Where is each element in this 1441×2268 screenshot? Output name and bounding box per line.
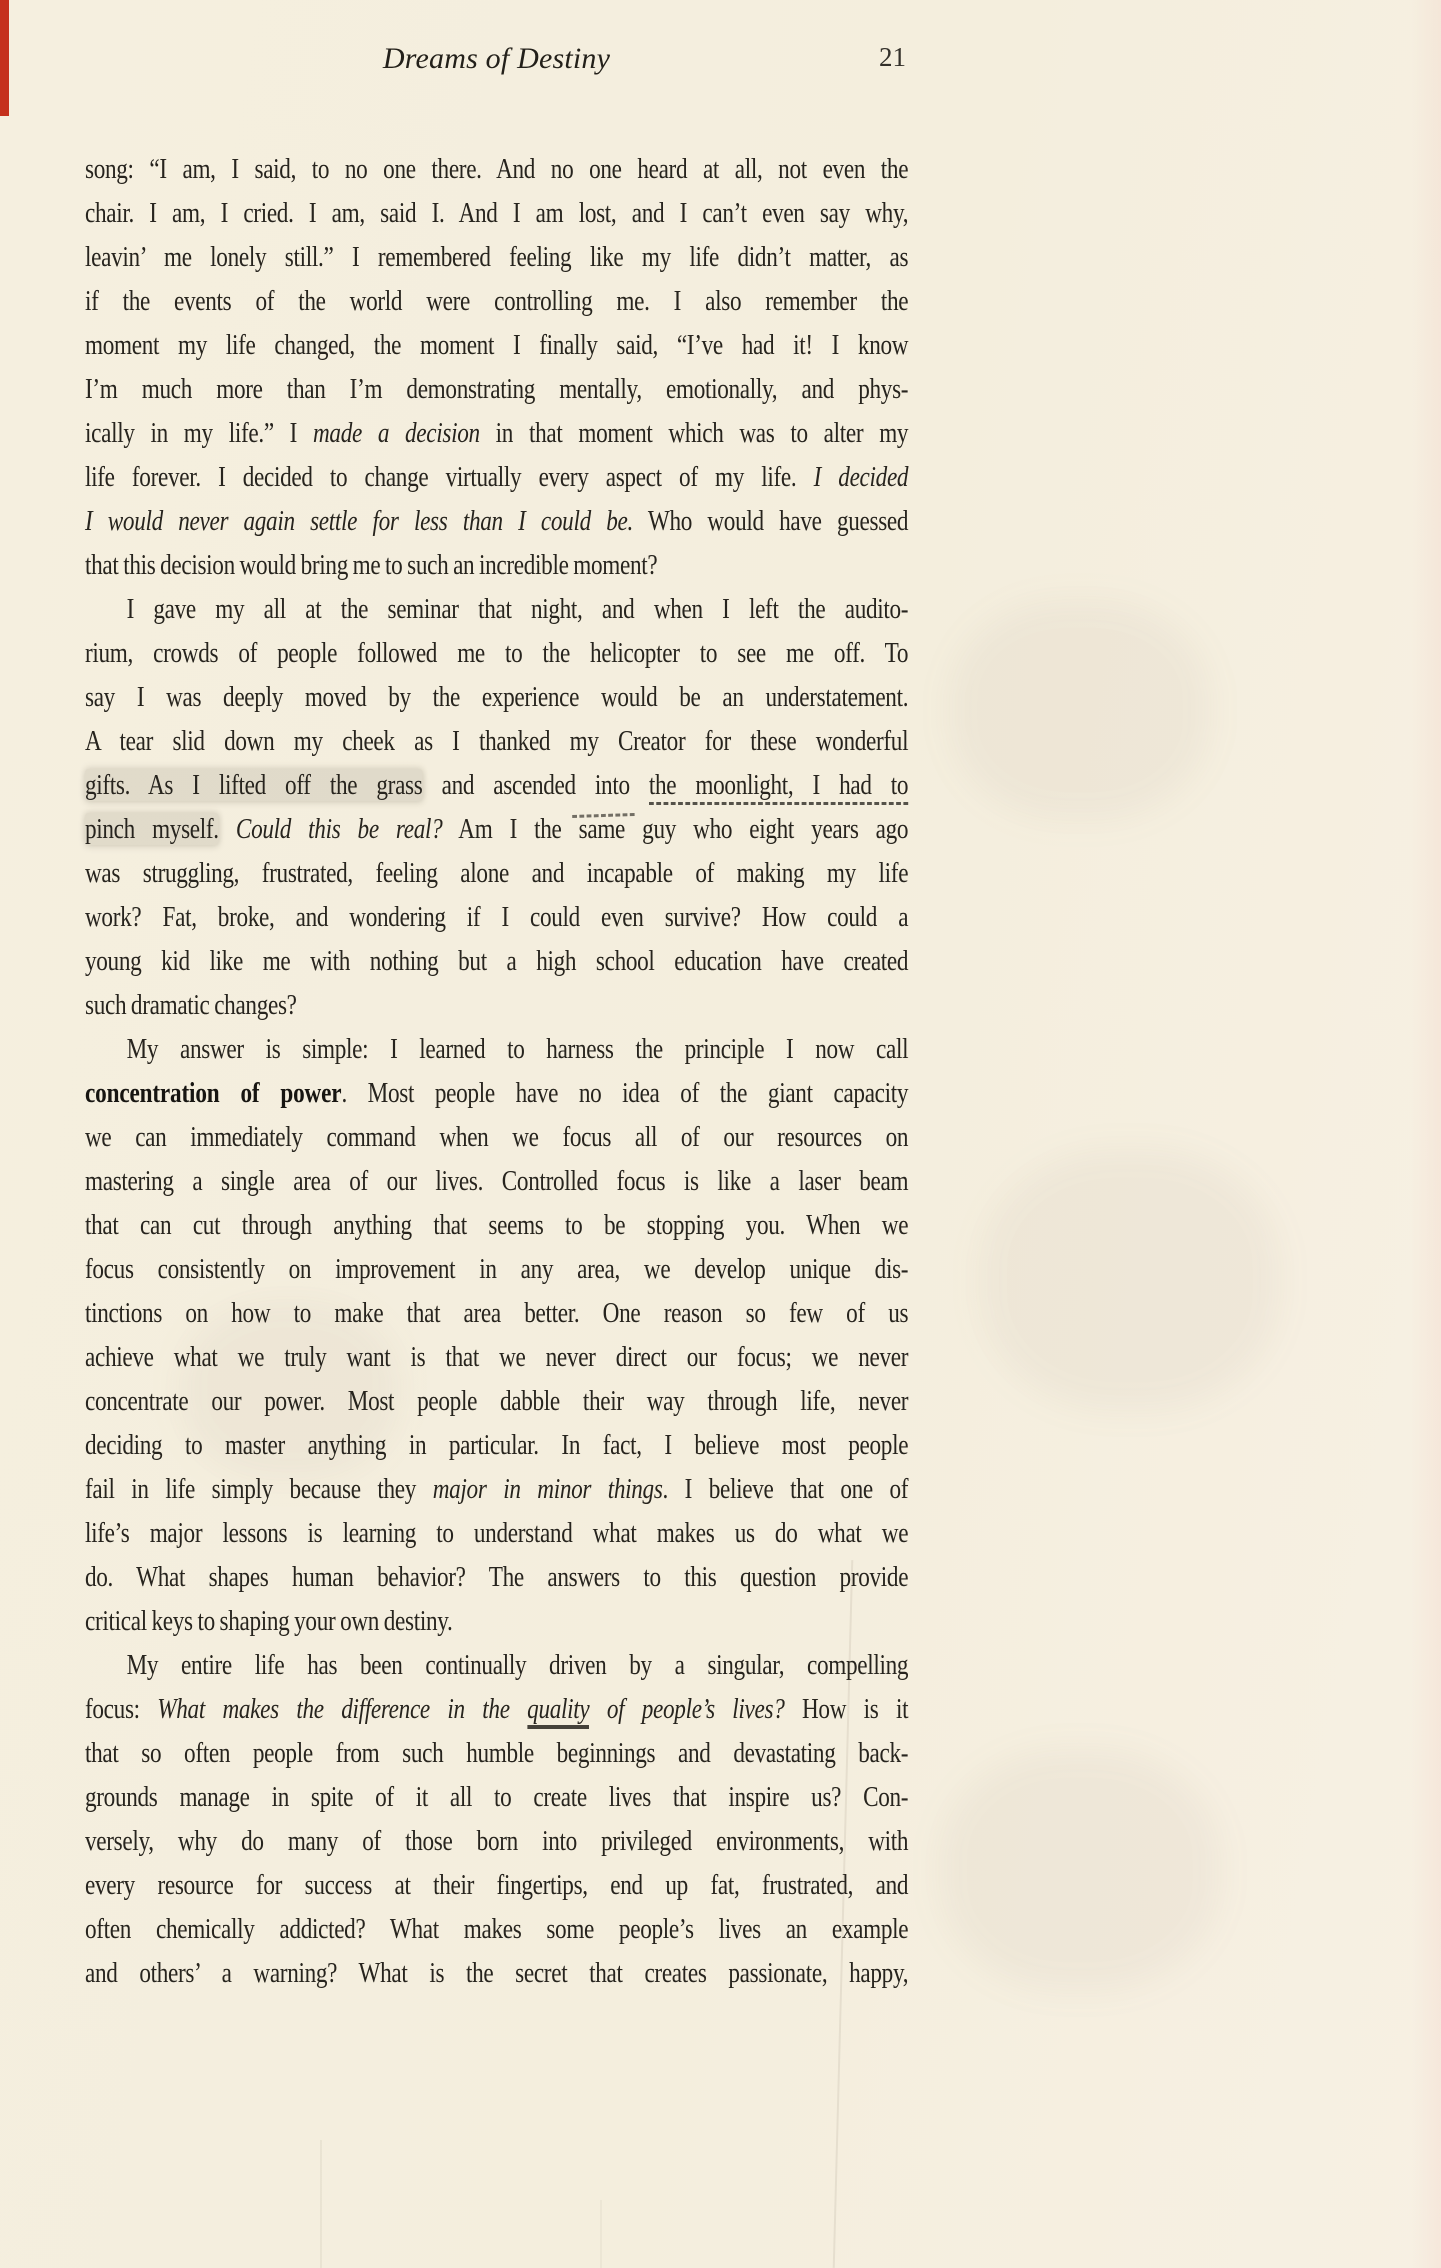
text-line bbox=[85, 1335, 908, 1379]
text-line bbox=[85, 1071, 908, 1115]
bleedthrough-blob bbox=[980, 1150, 1280, 1410]
text-line bbox=[85, 411, 908, 455]
text-segment: focus: bbox=[85, 1693, 158, 1725]
text-segment: major in minor things bbox=[432, 1473, 663, 1505]
text-line bbox=[85, 1511, 908, 1555]
text-line bbox=[85, 1379, 908, 1423]
text-segment: achieve what we truly want is that we never direct our focus; we never bbox=[85, 1341, 909, 1373]
text-segment: often chemically addicted? What makes some people’s lives an example bbox=[85, 1913, 909, 1945]
text-line bbox=[85, 939, 908, 983]
text-line bbox=[85, 675, 908, 719]
text-line bbox=[85, 1467, 908, 1511]
text-segment: pinch myself. bbox=[85, 813, 219, 845]
text-segment: A tear slid down my cheek as I thanked my Creator for these wonderful bbox=[85, 725, 909, 757]
text-segment: chair. I am, I cried. I am, said I. And I am lost, and I can’t even say why, bbox=[85, 197, 909, 229]
text-segment: . Most people have no idea of the giant capacity bbox=[341, 1077, 909, 1109]
running-head-title: Dreams of Destiny bbox=[382, 42, 611, 75]
text-segment: do. What shapes human behavior? The answers to this question provide bbox=[85, 1561, 909, 1593]
text-segment: young kid like me with nothing but a high school education have created bbox=[85, 945, 909, 977]
text-line bbox=[85, 1159, 908, 1203]
text-segment: leavin’ me lonely still.” I remembered feeling like my life didn’t matter, as bbox=[85, 241, 909, 273]
page-crease bbox=[600, 2200, 602, 2268]
text-segment: My answer is simple: I learned to harness the principle I now call bbox=[126, 1033, 909, 1065]
text-line bbox=[85, 235, 908, 279]
text-segment: versely, why do many of those born into privileged environments, with bbox=[85, 1825, 909, 1857]
text-segment: if the events of the world were controlling me. I also remember the bbox=[85, 285, 909, 317]
text-segment: we can immediately command when we focus all of our resources on bbox=[85, 1121, 909, 1153]
text-line bbox=[85, 543, 908, 587]
text-segment: moment my life changed, the moment I finally said, “I’ve had it! I know bbox=[85, 329, 909, 361]
text-segment: every resource for success at their fingertips, end up fat, frustrated, and bbox=[85, 1869, 909, 1901]
text-segment: I gave my all at the seminar that night, and when I left the audito- bbox=[126, 593, 909, 625]
text-line bbox=[85, 1731, 908, 1775]
text-line bbox=[85, 323, 908, 367]
text-line bbox=[85, 455, 908, 499]
text-segment: Am I the bbox=[442, 813, 579, 845]
scan-edge-mark bbox=[0, 0, 9, 116]
text-line bbox=[85, 807, 908, 851]
text-segment: How is it bbox=[784, 1693, 909, 1725]
text-line bbox=[85, 1819, 908, 1863]
text-line bbox=[85, 1291, 908, 1335]
text-segment bbox=[219, 813, 236, 845]
text-segment: gifts. As I lifted off the grass bbox=[85, 769, 423, 801]
text-segment: critical keys to shaping your own destiny. bbox=[85, 1605, 453, 1637]
page-body bbox=[85, 147, 908, 1995]
text-segment: concentration of power bbox=[85, 1077, 342, 1109]
text-line bbox=[85, 1555, 908, 1599]
text-segment: tinctions on how to make that area better. One reason so few of us bbox=[85, 1297, 909, 1329]
text-line bbox=[85, 1951, 908, 1995]
text-line bbox=[85, 631, 908, 675]
text-segment: Who would have guessed bbox=[632, 505, 909, 537]
text-line bbox=[85, 279, 908, 323]
text-line bbox=[85, 367, 908, 411]
text-line bbox=[85, 1643, 908, 1687]
text-line bbox=[85, 1203, 908, 1247]
text-segment: fail in life simply because they bbox=[85, 1473, 433, 1505]
text-segment: say I was deeply moved by the experience would be an understatement. bbox=[85, 681, 909, 713]
text-segment: I would never again settle for less than I could be. bbox=[85, 505, 633, 537]
text-line bbox=[85, 851, 908, 895]
text-segment: guy who eight years ago bbox=[625, 813, 909, 845]
bleedthrough-blob bbox=[940, 1750, 1220, 1990]
text-line bbox=[85, 1863, 908, 1907]
text-segment: . I believe that one of bbox=[662, 1473, 909, 1505]
text-segment: that can cut through anything that seems to be stopping you. When we bbox=[85, 1209, 909, 1241]
text-segment: song: “I am, I said, to no one there. And no one heard at all, not even the bbox=[85, 153, 909, 185]
text-segment: rium, crowds of people followed me to the helicopter to see me off. To bbox=[85, 637, 909, 669]
text-segment: same bbox=[578, 813, 626, 845]
page-crease bbox=[320, 2140, 322, 2268]
text-segment: made a decision bbox=[312, 417, 480, 449]
text-segment: life’s major lessons is learning to understand what makes us do what we bbox=[85, 1517, 909, 1549]
text-line bbox=[85, 1775, 908, 1819]
text-line bbox=[85, 499, 908, 543]
text-segment: and ascended into bbox=[422, 769, 649, 801]
text-line bbox=[85, 719, 908, 763]
text-segment: was struggling, frustrated, feeling alone and incapable of making my life bbox=[85, 857, 909, 889]
text-segment: focus consistently on improvement in any area, we develop unique dis- bbox=[85, 1253, 909, 1285]
text-line bbox=[85, 147, 908, 191]
text-line bbox=[85, 1115, 908, 1159]
text-segment: concentrate our power. Most people dabble their way through life, never bbox=[85, 1385, 909, 1417]
text-segment: such dramatic changes? bbox=[85, 989, 297, 1021]
text-line bbox=[85, 587, 908, 631]
text-segment: Could this be real? bbox=[235, 813, 443, 845]
text-segment: grounds manage in spite of it all to create lives that inspire us? Con- bbox=[85, 1781, 909, 1813]
text-segment: ically in my life.” I bbox=[85, 417, 313, 449]
text-segment: What makes the difference in the bbox=[157, 1693, 528, 1725]
text-segment: life forever. I decided to change virtually every aspect of my life. bbox=[85, 461, 814, 493]
text-line bbox=[85, 1687, 908, 1731]
text-segment: of people’s lives? bbox=[589, 1693, 785, 1725]
text-line bbox=[85, 983, 908, 1027]
text-segment: work? Fat, broke, and wondering if I could even survive? How could a bbox=[85, 901, 909, 933]
page-header bbox=[85, 42, 908, 82]
page-number: 21 bbox=[879, 42, 906, 72]
text-segment: that so often people from such humble beginnings and devastating back- bbox=[85, 1737, 909, 1769]
text-segment: quality bbox=[527, 1693, 589, 1729]
text-segment: I decided bbox=[813, 461, 909, 493]
text-line bbox=[85, 1907, 908, 1951]
scan-edge-tint bbox=[1411, 0, 1441, 2268]
bleedthrough-blob bbox=[950, 600, 1210, 820]
text-line bbox=[85, 1599, 908, 1643]
text-line bbox=[85, 1027, 908, 1071]
text-segment: in that moment which was to alter my bbox=[479, 417, 909, 449]
text-line bbox=[85, 1247, 908, 1291]
text-segment: My entire life has been continually driven by a singular, compelling bbox=[126, 1649, 909, 1681]
text-segment: deciding to master anything in particular. In fact, I believe most people bbox=[85, 1429, 909, 1461]
text-segment: mastering a single area of our lives. Controlled focus is like a laser beam bbox=[85, 1165, 909, 1197]
text-line bbox=[85, 763, 908, 807]
text-line bbox=[85, 1423, 908, 1467]
text-line bbox=[85, 895, 908, 939]
text-segment: the moonlight, I had to bbox=[649, 769, 908, 805]
text-segment: and others’ a warning? What is the secret that creates passionate, happy, bbox=[85, 1957, 909, 1989]
text-segment: that this decision would bring me to such an incredible moment? bbox=[85, 549, 658, 581]
text-line bbox=[85, 191, 908, 235]
text-segment: I’m much more than I’m demonstrating mentally, emotionally, and phys- bbox=[85, 373, 909, 405]
